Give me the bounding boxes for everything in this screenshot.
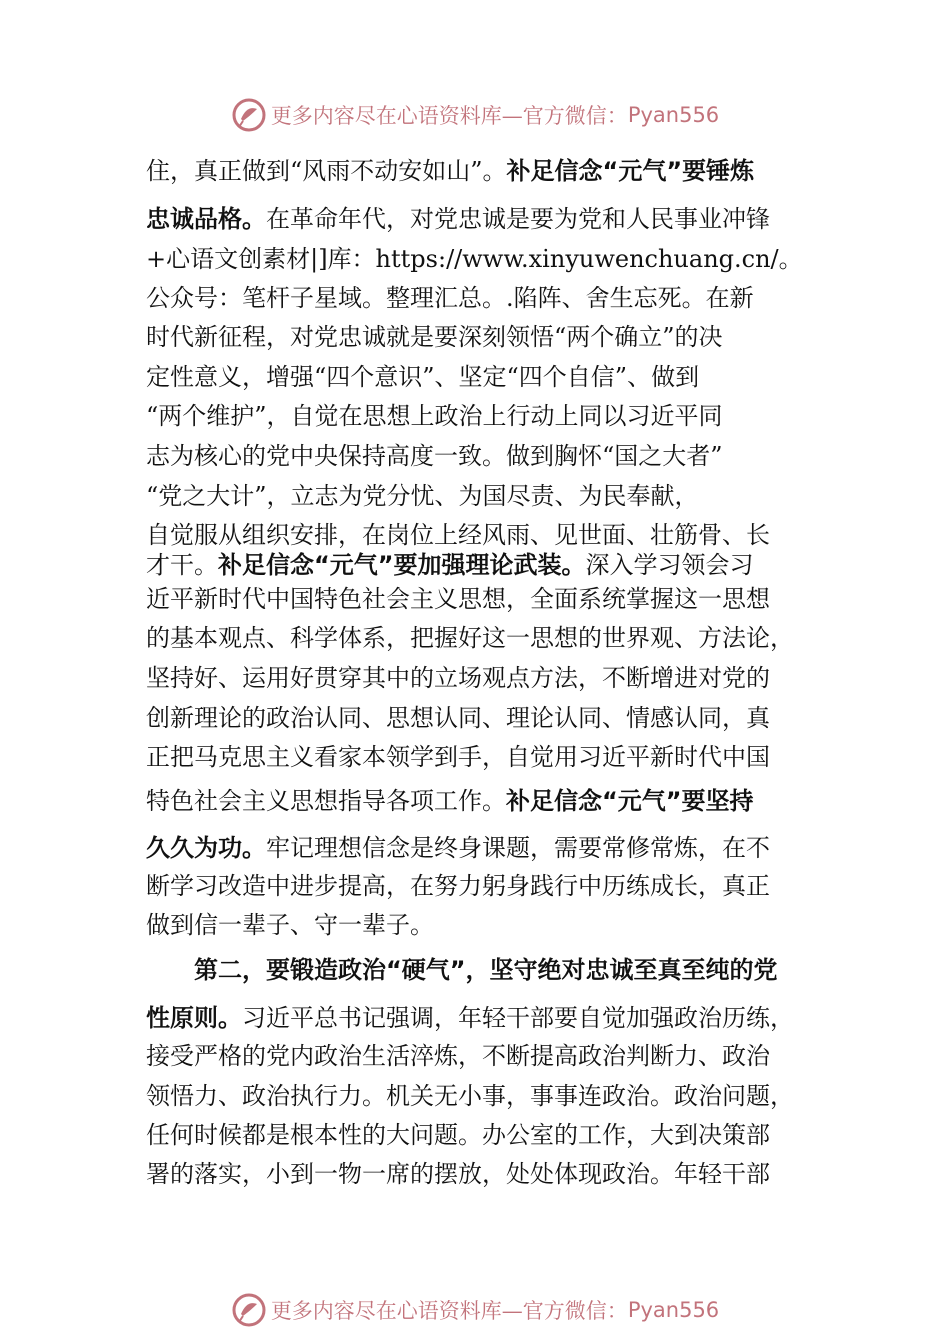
text-line	[146, 156, 754, 186]
text-run: 的基本观点、科学体系，把握好这一思想的世界观、方法论，	[146, 624, 794, 652]
text-run: 接受严格的党内政治生活淬炼，不断提高政治判断力、政治	[146, 1042, 770, 1070]
text-run: 署的落实，小到一物一席的摆放，处处体现政治。年轻干部	[146, 1160, 770, 1188]
text-line	[146, 1041, 770, 1071]
text-run: 断学习改造中进步提高，在努力躬身践行中历练成长，真正	[146, 872, 770, 900]
text-run: 习近平总书记强调，年轻干部要自觉加强政治历练，	[242, 1004, 794, 1032]
brand-logo-icon	[231, 1292, 267, 1328]
text-run: 深入学习领会习	[585, 551, 754, 579]
text-line	[146, 1120, 770, 1150]
bold-run: 性原则。	[146, 1004, 242, 1032]
text-line	[146, 703, 770, 733]
text-line	[146, 204, 770, 234]
text-line	[146, 833, 770, 863]
header-watermark	[0, 95, 950, 135]
text-line	[146, 244, 803, 274]
footer-watermark	[0, 1290, 950, 1330]
text-run: “两个维护”，自觉在思想上政治上行动上同以习近平同	[146, 402, 723, 430]
text-line	[146, 663, 770, 693]
text-run: 定性意义，增强“四个意识”、坚定“四个自信”、做到	[146, 363, 700, 391]
text-line	[146, 1003, 794, 1033]
bold-run: 补足信念“元气”要加强理论武装。	[218, 551, 586, 579]
text-line	[146, 441, 723, 471]
text-run: 任何时候都是根本性的大问题。办公室的工作，大到决策部	[146, 1121, 770, 1149]
bold-run: 忠诚品格。	[146, 205, 266, 233]
text-run: 住，真正做到“风雨不动安如山”。	[146, 157, 507, 185]
bold-run: 补足信念“元气”要坚持	[506, 787, 754, 815]
text-run: 做到信一辈子、守一辈子。	[146, 911, 434, 939]
text-line	[146, 584, 770, 614]
watermark-text: 更多内容尽在心语资料库—官方微信：	[270, 1299, 628, 1323]
bold-run: 补足信念“元气”要锤炼	[506, 157, 755, 185]
text-run: 近平新时代中国特色社会主义思想，全面系统掌握这一思想	[146, 585, 770, 613]
watermark-handle: Pyan556	[627, 103, 720, 127]
bold-run: 第二，要锻造政治“硬气”，坚守绝对忠诚至真至纯的党	[194, 956, 778, 984]
text-run: 志为核心的党中央保持高度一致。做到胸怀“国之大者”	[146, 442, 723, 470]
text-line	[146, 623, 794, 653]
text-run: 领悟力、政治执行力。机关无小事，事事连政治。政治问题，	[146, 1082, 794, 1110]
text-run: 坚持好、运用好贯穿其中的立场观点方法，不断增进对党的	[146, 664, 770, 692]
text-run: 特色社会主义思想指导各项工作。	[146, 787, 506, 815]
bold-run: 久久为功。	[146, 834, 266, 862]
text-run: +心语文创素材|]库：https://www.xinyuwenchuang.cn/。	[146, 245, 803, 273]
text-run: 创新理论的政治认同、思想认同、理论认同、情感认同，真	[146, 704, 770, 732]
text-line	[146, 742, 770, 772]
text-line	[146, 786, 754, 816]
text-line	[146, 871, 770, 901]
text-line	[146, 1081, 794, 1111]
section-heading	[194, 955, 778, 985]
text-line	[146, 362, 699, 392]
watermark-text: 更多内容尽在心语资料库—官方微信：	[270, 104, 628, 128]
text-run: 自觉服从组织安排，在岗位上经风雨、见世面、壮筋骨、长	[146, 521, 770, 549]
text-run: “党之大计”，立志为党分忧、为国尽责、为民奉献，	[146, 482, 699, 510]
text-line	[146, 283, 754, 313]
text-line	[146, 401, 723, 431]
text-run: 牢记理想信念是终身课题，需要常修常炼，在不	[266, 834, 770, 862]
text-line	[146, 1159, 770, 1189]
text-run: 公众号：笔杆子星域。整理汇总。.陷阵、舍生忘死。在新	[146, 284, 754, 312]
text-line	[146, 481, 699, 511]
text-run: 在革命年代，对党忠诚是要为党和人民事业冲锋	[266, 205, 770, 233]
text-run: 时代新征程，对党忠诚就是要深刻领悟“两个确立”的决	[146, 323, 723, 351]
text-run: 才干。	[146, 551, 218, 579]
text-line	[146, 322, 723, 352]
text-line	[146, 910, 434, 940]
brand-logo-icon	[231, 97, 267, 133]
text-run: 正把马克思主义看家本领学到手，自觉用习近平新时代中国	[146, 743, 770, 771]
text-line	[146, 550, 754, 580]
text-line	[146, 520, 770, 550]
watermark-handle: Pyan556	[627, 1298, 720, 1322]
